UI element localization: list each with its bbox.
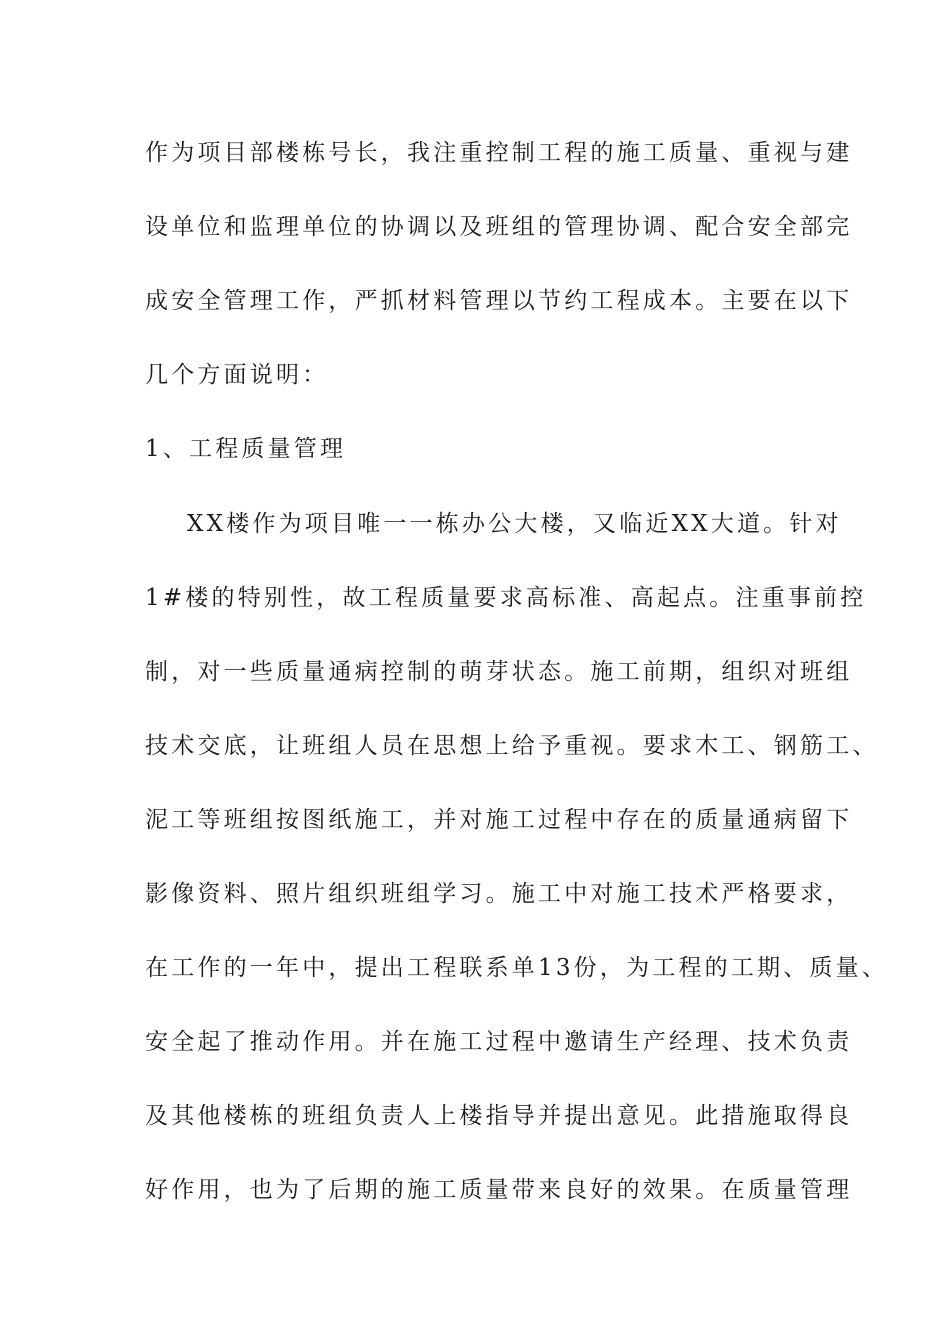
paragraph-line: 几个方面说明： bbox=[145, 362, 329, 388]
paragraph-line: 1#楼的特别性，故工程质量要求高标准、高起点。注重事前控 bbox=[145, 585, 867, 611]
paragraph-line: 成安全管理工作，严抓材料管理以节约工程成本。主要在以下 bbox=[145, 288, 853, 314]
paragraph-line: 影像资料、照片组织班组学习。施工中对施工技术严格要求， bbox=[145, 881, 853, 907]
paragraph-line: 设单位和监理单位的协调以及班组的管理协调、配合安全部完 bbox=[145, 214, 853, 240]
paragraph-line: 作为项目部楼栋号长，我注重控制工程的施工质量、重视与建 bbox=[145, 140, 853, 166]
paragraph-line: 安全起了推动作用。并在施工过程中邀请生产经理、技术负责 bbox=[145, 1029, 853, 1055]
paragraph-line: 泥工等班组按图纸施工，并对施工过程中存在的质量通病留下 bbox=[145, 807, 853, 833]
paragraph-line: 在工作的一年中，提出工程联系单13份，为工程的工期、质量、 bbox=[145, 955, 889, 981]
paragraph-line: 技术交底，让班组人员在思想上给予重视。要求木工、钢筋工、 bbox=[145, 733, 879, 759]
paragraph-line: 及其他楼栋的班组负责人上楼指导并提出意见。此措施取得良 bbox=[145, 1103, 853, 1129]
paragraph-line: XX楼作为项目唯一一栋办公大楼，又临近XX大道。针对 bbox=[145, 511, 842, 537]
section-heading: 1、工程质量管理 bbox=[145, 436, 347, 462]
paragraph-line: 制，对一些质量通病控制的萌芽状态。施工前期，组织对班组 bbox=[145, 659, 853, 685]
paragraph-line: 好作用，也为了后期的施工质量带来良好的效果。在质量管理 bbox=[145, 1177, 853, 1203]
